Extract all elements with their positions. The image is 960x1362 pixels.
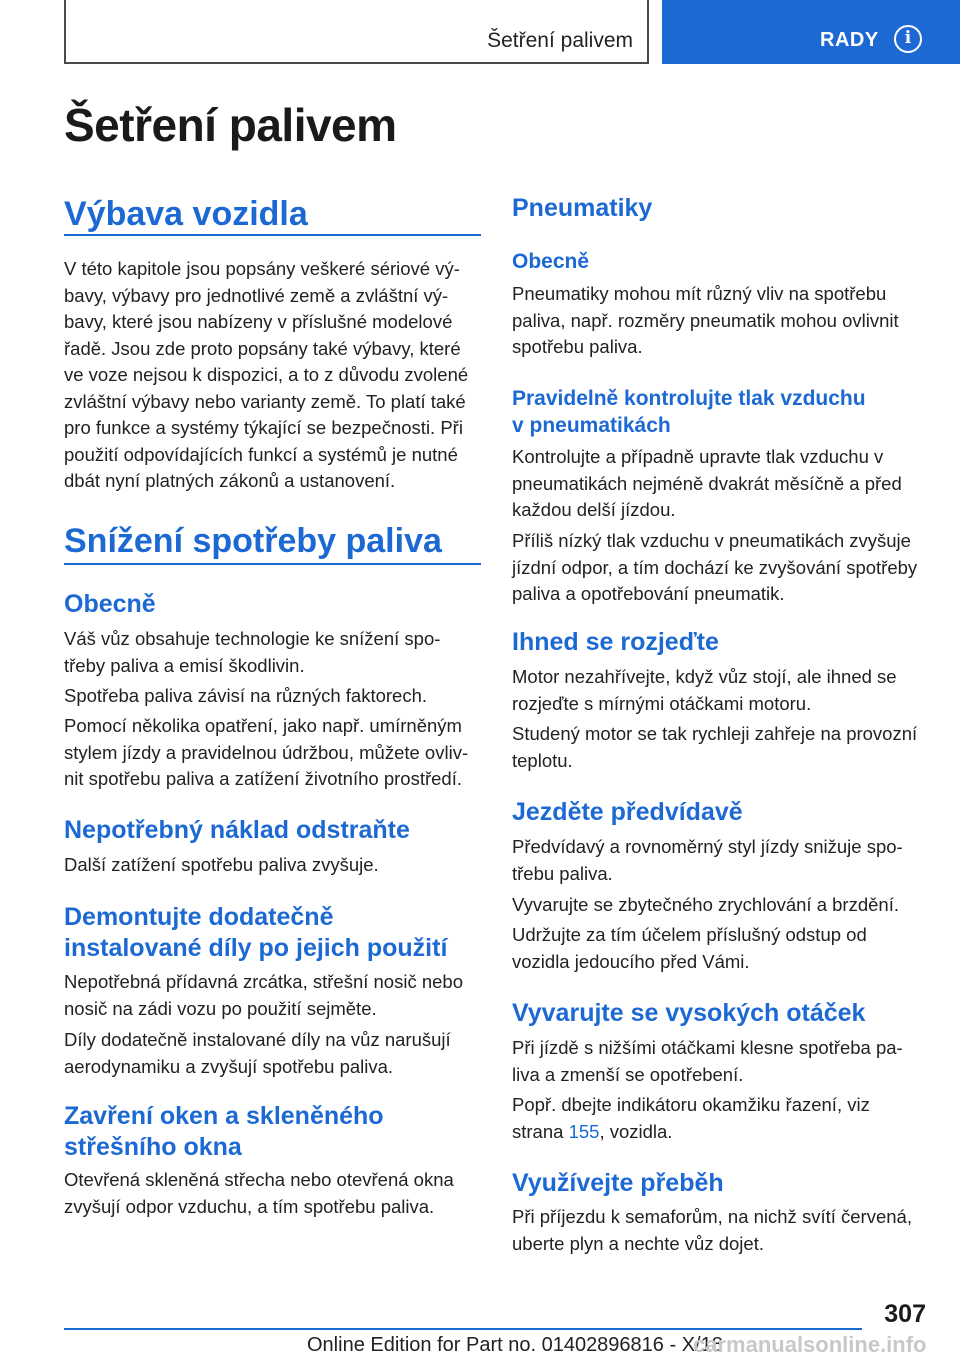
predvid-paragraph-2: Vyvarujte se zbytečného zrychlování a brzdění. xyxy=(512,894,899,915)
info-icon[interactable]: i xyxy=(894,25,922,53)
predvid-paragraph-3 xyxy=(512,922,867,975)
text-line: pro funkce a systémy týkající se bezpečnosti. Při xyxy=(64,417,463,438)
footer-edition-text: Online Edition for Part no. 01402896816 - X/18 xyxy=(307,1334,723,1356)
heading-obecne: Obecně xyxy=(64,590,156,618)
text-line: Při příjezdu k semaforům, na nichž svítí červená, xyxy=(512,1206,912,1227)
text-line: ve voze nejsou k dispozici, a to z důvodu zvolené xyxy=(64,364,469,385)
rady-tab[interactable] xyxy=(662,0,960,64)
text-line: Při jízdě s nižšími otáčkami klesne spotřeba pa‐ xyxy=(512,1037,903,1058)
text-line: dbát nyní platných zákonů a ustanovení. xyxy=(64,470,396,491)
heading-ihned: Ihned se rozjeďte xyxy=(512,628,719,656)
text-line: Nepotřebná přídavná zrcátka, střešní nosič nebo xyxy=(64,971,464,992)
text-line: zvláštní výbavy nebo varianty země. To platí také xyxy=(64,390,466,412)
text-line: bavy, výbavy pro jednotlivé země a zvláštní vý‐ xyxy=(64,284,449,306)
text-line: paliva, např. rozměry pneumatik mohou ovlivnit xyxy=(512,309,899,331)
page-link-155[interactable]: 155 xyxy=(568,1120,600,1142)
text-line: každou delší jízdou. xyxy=(512,499,676,520)
text-line: Motor nezahřívejte, když vůz stojí, ale ihned se xyxy=(512,666,897,687)
text-line: Udržujte za tím účelem příslušný odstup od xyxy=(512,924,867,945)
text-line: Studený motor se tak rychleji zahřeje na provozní xyxy=(512,723,918,744)
text-line: pneumatikách nejméně dvakrát měsíčně a před xyxy=(512,472,902,494)
predvid-paragraph-1 xyxy=(512,834,903,887)
tlak-paragraph-2 xyxy=(512,528,917,608)
obecne-paragraph-1 xyxy=(64,626,440,679)
demont-paragraph-2 xyxy=(64,1027,451,1080)
prebeh-paragraph xyxy=(512,1204,912,1257)
heading-line: Demontujte dodatečně xyxy=(64,903,334,931)
text-line: zvyšují odpor vzduchu, a tím spotřebu paliva. xyxy=(64,1195,435,1217)
text-line: aerodynamiku a zvyšují spotřebu paliva. xyxy=(64,1055,394,1077)
header-section-box xyxy=(64,0,649,64)
rady-tab-label: RADY xyxy=(820,29,879,51)
heading-line: střešního okna xyxy=(64,1133,242,1161)
text-line: Otevřená skleněná střecha nebo otevřená okna xyxy=(64,1169,454,1190)
text-line: spotřebu paliva. xyxy=(512,336,643,357)
header-section-title: Šetření palivem xyxy=(487,29,633,52)
text-line: liva a zmenší se opotřebení. xyxy=(512,1063,744,1085)
okna-paragraph xyxy=(64,1167,454,1220)
text-line: teplotu. xyxy=(512,749,573,771)
text-line: použití odpovídajících funkcí a systémů je nutné xyxy=(64,443,458,465)
heading-demontujte xyxy=(64,902,447,964)
text-line: uberte plyn a nechte vůz dojet. xyxy=(512,1232,764,1254)
text-line: stylem jízdy a pravidelnou údržbou, můžete ovliv‐ xyxy=(64,741,469,763)
text-line: Váš vůz obsahuje technologie ke snížení spo‐ xyxy=(64,628,441,649)
obecne-paragraph-2: Spotřeba paliva závisí na různých faktorech. xyxy=(64,685,427,706)
text-line xyxy=(512,1119,870,1146)
text-span: strana xyxy=(512,1120,569,1142)
heading-line: v pneumatikách xyxy=(512,414,671,437)
text-line: řadě. Jsou zde proto popsány také výbavy, které xyxy=(64,337,461,359)
heading-rule xyxy=(64,234,481,236)
heading-prebeh: Využívejte přeběh xyxy=(512,1169,724,1197)
footer-watermark: carmanualsonline.info xyxy=(693,1332,927,1357)
tlak-paragraph-1 xyxy=(512,444,902,524)
heading-line: instalované díly po jejich použití xyxy=(64,934,448,962)
page-number: 307 xyxy=(884,1300,926,1328)
text-line: nosič na zádi vozu po použití sejměte. xyxy=(64,997,377,1019)
heading-predvidave: Jezděte předvídavě xyxy=(512,798,743,826)
text-line: třebu paliva. xyxy=(512,862,613,884)
heading-otacek: Vyvarujte se vysokých otáček xyxy=(512,999,866,1027)
text-line: třeby paliva a emisí škodlivin. xyxy=(64,654,305,676)
heading-pneumatiky: Pneumatiky xyxy=(512,194,653,222)
otacek-paragraph-2 xyxy=(512,1092,870,1145)
footer-rule xyxy=(64,1328,862,1330)
heading-pneu-obecne: Obecně xyxy=(512,250,590,273)
obecne-paragraph-3 xyxy=(64,713,468,793)
heading-vybava: Výbava vozidla xyxy=(64,195,308,233)
text-line: Pneumatiky mohou mít různý vliv na spotřebu xyxy=(512,283,887,304)
text-line: Popř. dbejte indikátoru okamžiku řazení, viz xyxy=(512,1094,870,1115)
demont-paragraph-1 xyxy=(64,969,463,1022)
text-line: vozidla jedoucího před Vámi. xyxy=(512,950,750,972)
text-line: paliva a opotřebování pneumatik. xyxy=(512,583,785,604)
text-span: , vozidla. xyxy=(599,1120,673,1142)
text-line: Kontrolujte a případně upravte tlak vzduchu v xyxy=(512,446,884,467)
heading-snizeni: Snížení spotřeby paliva xyxy=(64,522,442,560)
heading-line: Pravidelně kontrolujte tlak vzduchu xyxy=(512,387,866,410)
text-line: rozjeďte s mírnými otáčkami motoru. xyxy=(512,692,812,714)
pneu-obecne-paragraph xyxy=(512,281,899,361)
text-line: Příliš nízký tlak vzduchu v pneumatikách zvyšuje xyxy=(512,530,911,551)
heading-tlak xyxy=(512,385,866,439)
text-line: bavy, které jsou nabízeny v příslušné modelové xyxy=(64,311,453,332)
ihned-paragraph-1 xyxy=(512,664,897,717)
ihned-paragraph-2 xyxy=(512,721,917,774)
text-line: Pomocí několika opatření, jako např. umírněným xyxy=(64,715,462,736)
text-line: V této kapitole jsou popsány veškeré sériové vý‐ xyxy=(64,258,460,279)
naklad-paragraph: Další zatížení spotřebu paliva zvyšuje. xyxy=(64,854,379,875)
heading-line: Zavření oken a skleněného xyxy=(64,1102,384,1130)
vybava-paragraph xyxy=(64,256,468,495)
heading-rule xyxy=(64,563,481,565)
text-line: nit spotřebu paliva a zatížení životního prostředí. xyxy=(64,768,462,789)
text-line: Předvídavý a rovnoměrný styl jízdy snižuje spo‐ xyxy=(512,836,903,857)
text-line: jízdní odpor, a tím dochází ke zvyšování spotřeby xyxy=(512,556,918,578)
page-title: Šetření palivem xyxy=(64,99,397,151)
otacek-paragraph-1 xyxy=(512,1035,903,1088)
heading-naklad: Nepotřebný náklad odstraňte xyxy=(64,816,410,844)
heading-okna xyxy=(64,1101,384,1163)
text-line: Díly dodatečně instalované díly na vůz narušují xyxy=(64,1029,451,1050)
